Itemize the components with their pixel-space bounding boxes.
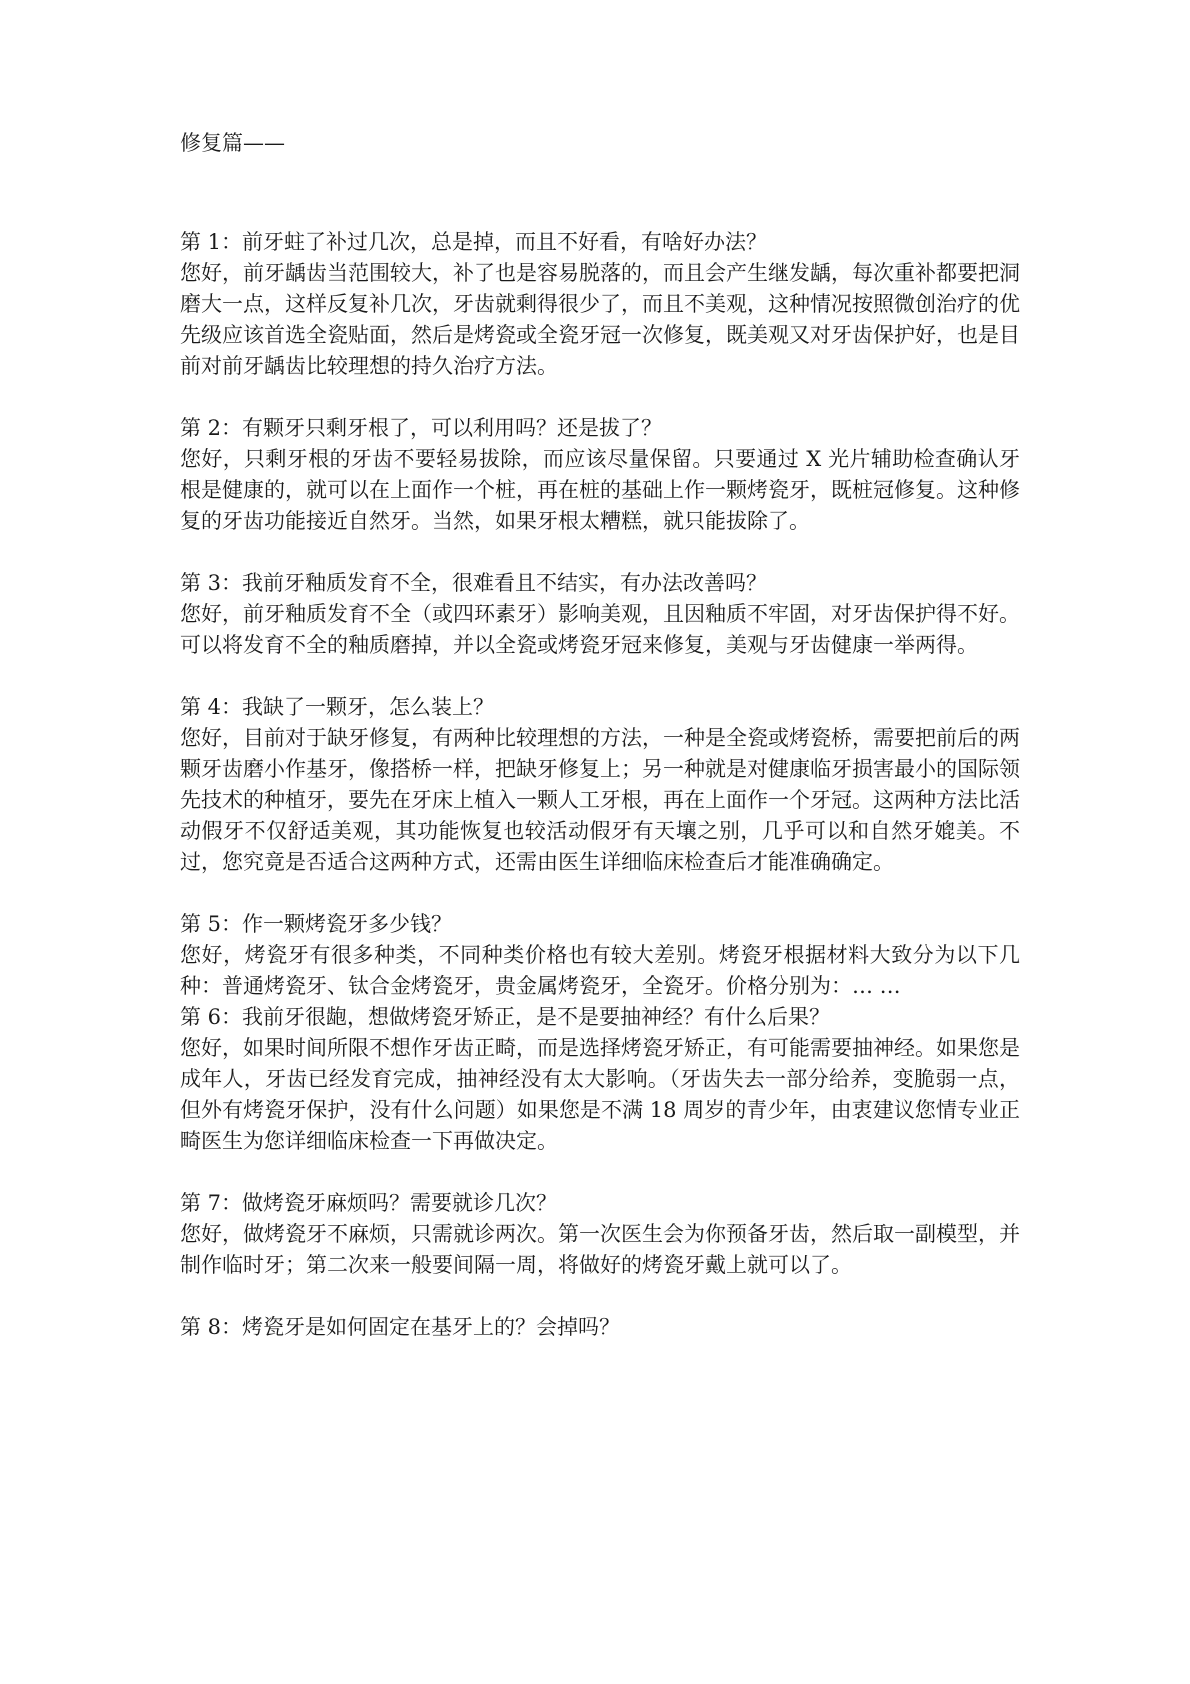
answer-6: 您好，如果时间所限不想作牙齿正畸，而是选择烤瓷牙矫正，有可能需要抽神经。如果您是成年人，牙齿已经发育完成，抽神经没有太大影响。（牙齿失去一部分给养，变脆弱一点，但外有烤瓷牙保护，没有什么问题）如果您是不满 18 周岁的青少年，由衷建议您情专业正畸医生为您详细临床检查一下再做决定。 [180, 1036, 1020, 1153]
question-7: 第 7：做烤瓷牙麻烦吗？需要就诊几次？ [180, 1191, 558, 1215]
question-6: 第 6：我前牙很龅，想做烤瓷牙矫正，是不是要抽神经？有什么后果？ [180, 1005, 831, 1029]
question-8: 第 8：烤瓷牙是如何固定在基牙上的？会掉吗？ [180, 1315, 621, 1339]
answer-7: 您好，做烤瓷牙不麻烦，只需就诊两次。第一次医生会为你预备牙齿，然后取一副模型，并制作临时牙；第二次来一般要间隔一周，将做好的烤瓷牙戴上就可以了。 [180, 1222, 1020, 1277]
answer-1: 您好，前牙龋齿当范围较大，补了也是容易脱落的，而且会产生继发龋，每次重补都要把洞磨大一点，这样反复补几次，牙齿就剩得很少了，而且不美观，这种情况按照微创治疗的优先级应该首选全瓷贴面，然后是烤瓷或全瓷牙冠一次修复，既美观又对牙齿保护好，也是目前对前牙龋齿比较理想的持久治疗方法。 [180, 261, 1020, 378]
qa-item-2 [180, 413, 1020, 537]
qa-item-3 [180, 568, 1020, 661]
qa-item-8 [180, 1312, 1020, 1343]
question-5: 第 5：作一颗烤瓷牙多少钱？ [180, 912, 453, 936]
question-2: 第 2：有颗牙只剩牙根了，可以利用吗？还是拔了？ [180, 416, 663, 440]
answer-3: 您好，前牙釉质发育不全（或四环素牙）影响美观，且因釉质不牢固，对牙齿保护得不好。可以将发育不全的釉质磨掉，并以全瓷或烤瓷牙冠来修复，美观与牙齿健康一举两得。 [180, 602, 1020, 657]
question-3: 第 3：我前牙釉质发育不全，很难看且不结实，有办法改善吗？ [180, 571, 768, 595]
question-4: 第 4：我缺了一颗牙，怎么装上？ [180, 695, 495, 719]
answer-2: 您好，只剩牙根的牙齿不要轻易拔除，而应该尽量保留。只要通过 X 光片辅助检查确认牙根是健康的，就可以在上面作一个桩，再在桩的基础上作一颗烤瓷牙，既桩冠修复。这种修复的牙齿功能接近自然牙。当然，如果牙根太糟糕，就只能拔除了。 [180, 447, 1020, 533]
question-1: 第 1：前牙蛀了补过几次，总是掉，而且不好看，有啥好办法？ [180, 230, 768, 254]
answer-4: 您好，目前对于缺牙修复，有两种比较理想的方法，一种是全瓷或烤瓷桥，需要把前后的两颗牙齿磨小作基牙，像搭桥一样，把缺牙修复上；另一种就是对健康临牙损害最小的国际领先技术的种植牙，要先在牙床上植入一颗人工牙根，再在上面作一个牙冠。这两种方法比活动假牙不仅舒适美观，其功能恢复也较活动假牙有天壤之别，几乎可以和自然牙媲美。不过，您究竟是否适合这两种方式，还需由医生详细临床检查后才能准确确定。 [180, 726, 1020, 874]
answer-5: 您好，烤瓷牙有很多种类，不同种类价格也有较大差别。烤瓷牙根据材料大致分为以下几种：普通烤瓷牙、钛合金烤瓷牙，贵金属烤瓷牙，全瓷牙。价格分别为：… … [180, 943, 1020, 998]
qa-item-6 [180, 1002, 1020, 1157]
section-heading: 修复篇—— [180, 131, 285, 155]
qa-item-1 [180, 227, 1020, 382]
qa-item-5 [180, 909, 1020, 1002]
qa-item-7 [180, 1188, 1020, 1281]
qa-item-4 [180, 692, 1020, 878]
qa-list [180, 227, 1020, 1343]
